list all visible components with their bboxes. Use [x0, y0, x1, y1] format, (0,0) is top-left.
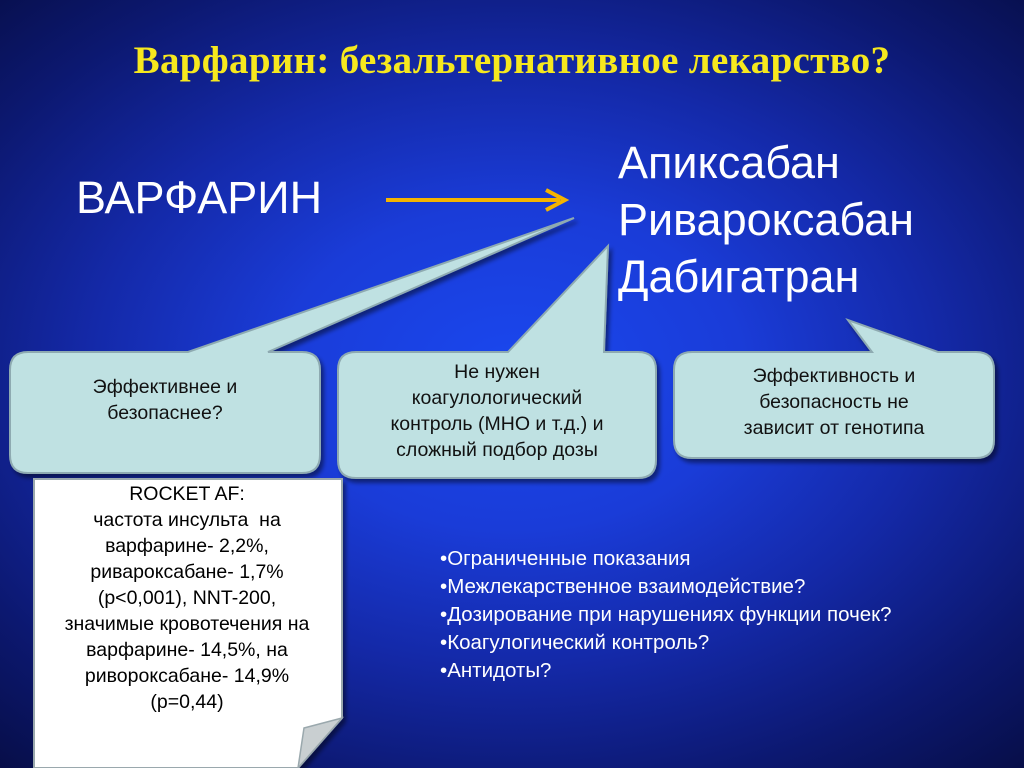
drug-apixaban: Апиксабан — [618, 137, 840, 188]
callout-line: Эффективность и — [752, 365, 916, 387]
list-item: • Межлекарственное взаимодействие? — [440, 573, 892, 601]
note-line: варфарине- 14,5%, на — [86, 639, 288, 661]
note-line: (р=0,44) — [150, 691, 224, 713]
note-line: варфарине- 2,2%, — [105, 535, 269, 557]
slide-title: Варфарин: безальтернативное лекарство? — [133, 39, 891, 82]
callout-efficacy — [12, 374, 318, 426]
rocket-af-note — [38, 481, 336, 715]
callout-line: безопасность не — [759, 391, 909, 413]
callout-line: Не нужен — [454, 361, 540, 383]
drug-rivaroxaban: Ривароксабан — [618, 194, 914, 245]
callout-line: сложный подбор дозы — [396, 439, 598, 461]
callout-line: коагулологический — [411, 387, 583, 409]
list-item: • Дозирование при нарушениях функции почек? — [440, 601, 892, 629]
list-item: • Ограниченные показания — [440, 545, 892, 573]
note-line: ривароксабане- 1,7% — [90, 561, 284, 583]
note-line: значимые кровотечения на — [64, 613, 310, 635]
drug-dabigatran: Дабигатран — [618, 251, 860, 302]
limitations-list — [440, 545, 892, 685]
warfarin-label: ВАРФАРИН — [76, 172, 323, 223]
right-arrow-icon — [386, 190, 565, 210]
list-item: • Антидоты? — [440, 657, 892, 685]
note-line: ROCKET AF: — [129, 483, 245, 505]
list-item: • Коагулогический контроль? — [440, 629, 892, 657]
callout-line: безопаснее? — [107, 402, 223, 424]
callout-line: зависит от генотипа — [743, 417, 925, 439]
callout-line: контроль (МНО и т.д.) и — [390, 413, 604, 435]
note-line: (р<0,001), NNT-200, — [97, 587, 277, 609]
callout-line: Эффективнее и — [92, 376, 238, 398]
note-line: частота инсульта на — [93, 509, 281, 531]
callout-genotype — [676, 363, 992, 441]
note-line: ривороксабане- 14,9% — [84, 665, 290, 687]
callout-monitoring — [340, 359, 654, 463]
